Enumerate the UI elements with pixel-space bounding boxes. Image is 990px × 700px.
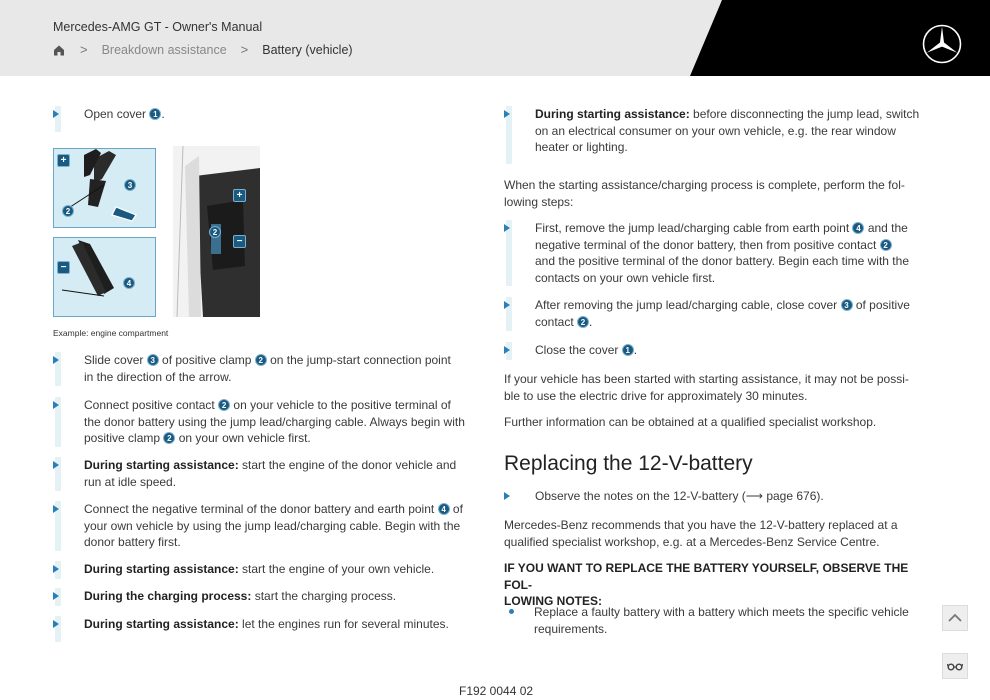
callout-2: 2 xyxy=(577,316,589,328)
bullet-arrow-icon xyxy=(53,620,59,628)
note-electric-drive: If your vehicle has been started with starting assistance, it may not be possi- ble to use the electric drive for approximately 30 minutes. xyxy=(504,372,909,403)
callout-3: 3 xyxy=(147,354,159,366)
figure-label-plus: + xyxy=(57,154,70,167)
step-open-cover: Open cover 1 . xyxy=(53,106,473,123)
step-observe-notes xyxy=(504,488,924,506)
engine-compartment-figure xyxy=(53,146,260,317)
home-icon[interactable] xyxy=(52,43,66,57)
chevron-right-icon: > xyxy=(80,42,88,57)
observe-notes-link[interactable]: Observe the notes on the 12-V-battery (⟶ page 676). xyxy=(535,489,824,503)
figure-callout-3: 3 xyxy=(124,179,136,191)
glasses-icon xyxy=(947,661,963,671)
warning-heading: IF YOU WANT TO REPLACE THE BATTERY YOURSELF, OBSERVE THE FOL- LOWING NOTES: xyxy=(504,561,909,608)
bullet-arrow-icon xyxy=(504,224,510,232)
callout-2: 2 xyxy=(163,432,175,444)
callout-2: 2 xyxy=(880,239,892,251)
figure-label-minus: − xyxy=(57,261,70,274)
scroll-top-button[interactable] xyxy=(942,605,968,631)
mercedes-star-logo[interactable] xyxy=(921,23,963,65)
bullet-arrow-icon xyxy=(504,301,510,309)
step-close-cover-3: After removing the jump lead/charging cable, close cover 3 of positive contact 2 . xyxy=(504,297,924,331)
step-connect-positive: Connect positive contact 2 on your vehicle to the positive terminal of the donor battery using the jump lead/charging cable. Always begin with positive clamp 2 on your own vehicle first. xyxy=(53,397,473,447)
step-close-cover-1: Close the cover 1 . xyxy=(504,342,924,360)
chevron-up-icon xyxy=(947,613,963,623)
bullet-arrow-icon xyxy=(504,110,510,118)
bullet-arrow-icon xyxy=(53,461,59,469)
figure-callout-2: 2 xyxy=(62,205,74,217)
step-remove-lead: First, remove the jump lead/charging cable from earth point 4 and the negative terminal of the donor battery, then from positive contact 2 and the positive terminal of the donor battery. Begin each time with the contacts on your own vehicle first. xyxy=(504,220,924,286)
step-start-own: During starting assistance: start the engine of your own vehicle. xyxy=(53,561,473,579)
callout-1: 1 xyxy=(149,108,161,120)
callout-2: 2 xyxy=(255,354,267,366)
step-slide-cover: Slide cover 3 of positive clamp 2 on the jump-start connection point in the direction of the arrow. xyxy=(53,352,473,386)
breadcrumb-current: Battery (vehicle) xyxy=(262,42,353,57)
intro-paragraph: When the starting assistance/charging process is complete, perform the fol- lowing steps: xyxy=(504,178,905,209)
bullet-arrow-icon xyxy=(504,492,510,500)
step-run-engines: During starting assistance: let the engines run for several minutes. xyxy=(53,616,473,642)
chevron-right-icon: > xyxy=(240,42,249,57)
step-charging: During the charging process: start the charging process. xyxy=(53,588,473,606)
figure-caption: Example: engine compartment xyxy=(53,328,169,338)
breadcrumb xyxy=(52,42,353,57)
bullet-dot-icon xyxy=(509,609,514,614)
callout-3: 3 xyxy=(841,299,853,311)
breadcrumb-link-breakdown[interactable]: Breakdown assistance xyxy=(101,42,227,57)
step-connect-negative: Connect the negative terminal of the donor battery and earth point 4 of your own vehicle by using the jump lead/charging cable. Begin with the donor battery first. xyxy=(53,501,473,551)
figure-photo-callout-2: 2 xyxy=(209,226,221,238)
figure-photo-label-plus: + xyxy=(233,189,246,202)
bullet-arrow-icon xyxy=(53,356,59,364)
step-consumer-on: During starting assistance: before disconnecting the jump lead, switch on an electrical consumer on your own vehicle, e.g. the rear window heater or lighting. xyxy=(504,106,924,164)
bullet-arrow-icon xyxy=(53,592,59,600)
note-workshop: Further information can be obtained at a qualified specialist workshop. xyxy=(504,415,877,429)
section-title: Replacing the 12-V-battery xyxy=(504,452,753,475)
figure-photo-label-minus: − xyxy=(233,235,246,248)
callout-4: 4 xyxy=(852,222,864,234)
step-start-donor: During starting assistance: start the engine of the donor vehicle and run at idle speed. xyxy=(53,457,473,491)
bullet-arrow-icon xyxy=(53,565,59,573)
bullet-arrow-icon xyxy=(53,505,59,513)
recommend-paragraph: Mercedes-Benz recommends that you have the 12-V-battery replaced at a qualified specialist workshop, e.g. at a Mercedes-Benz Service Centre. xyxy=(504,518,898,549)
bullet-arrow-icon xyxy=(504,346,510,354)
header xyxy=(0,0,990,76)
figure-panel-negative xyxy=(53,237,156,317)
list-item-faulty-battery: Replace a faulty battery with a battery which meets the specific vehicle requirements. xyxy=(534,605,909,636)
callout-4: 4 xyxy=(438,503,450,515)
bullet-arrow-icon xyxy=(53,110,59,118)
callout-2: 2 xyxy=(218,399,230,411)
figure-code: F192 0044 02 xyxy=(459,684,534,698)
callout-1: 1 xyxy=(622,344,634,356)
reading-mode-button[interactable] xyxy=(942,653,968,679)
document-title: Mercedes-AMG GT - Owner's Manual xyxy=(53,20,263,34)
figure-callout-4: 4 xyxy=(123,277,135,289)
bullet-arrow-icon xyxy=(53,401,59,409)
